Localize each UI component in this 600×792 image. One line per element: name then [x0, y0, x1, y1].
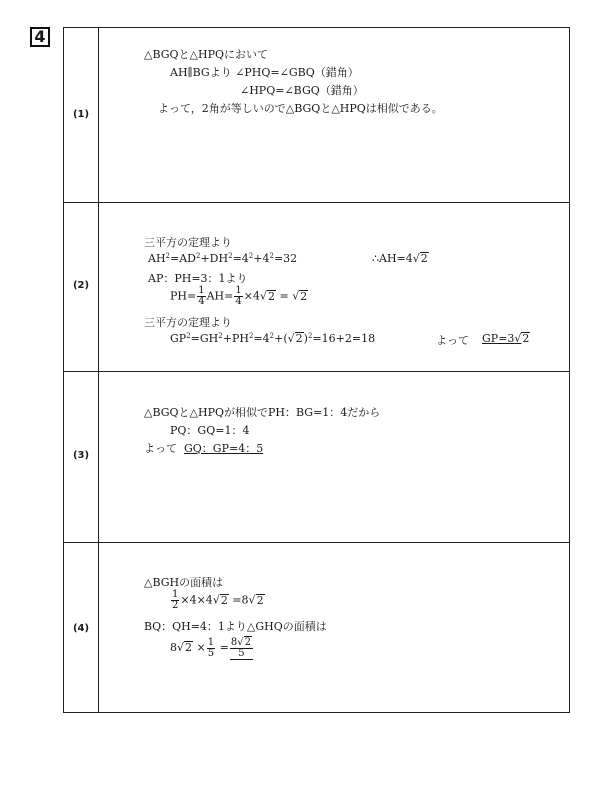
numerator: 1: [198, 285, 205, 296]
text: ×4×4: [180, 593, 213, 607]
radicand: 2: [220, 593, 228, 607]
text: ×: [193, 641, 206, 654]
row-divider: [64, 542, 569, 543]
answer-4-line-2: [170, 590, 265, 611]
radical-sign: √: [259, 289, 267, 303]
exponent: 2: [218, 332, 223, 340]
exponent: 2: [248, 252, 254, 260]
fraction: [207, 638, 215, 659]
radicand: 2: [300, 289, 308, 303]
text: =4: [232, 252, 249, 265]
numerator: 1: [207, 636, 215, 648]
text: =8: [228, 593, 249, 607]
answer-2-line-6: [170, 332, 375, 345]
radicand: 2: [256, 593, 264, 607]
final-answer: GQ：GP=4：5: [184, 442, 264, 455]
question-number-box: [30, 27, 50, 47]
label-column: [64, 28, 99, 712]
text: よって: [144, 442, 177, 455]
text: AH=: [206, 289, 234, 303]
text: =AD: [170, 252, 196, 265]
answer-2-line-3: AP：PH=3：1より: [148, 272, 248, 285]
row-divider: [64, 371, 569, 372]
text: =16+2=18: [312, 332, 376, 345]
text: =4: [253, 332, 270, 345]
radical-sign: √: [212, 593, 220, 607]
answer-3-line-3: [144, 440, 263, 456]
answer-1-line-3: ∠HPQ=∠BGQ（錯角）: [240, 84, 364, 97]
radicand: 2: [185, 641, 193, 654]
row-label-2: (2): [72, 280, 90, 291]
radical-sign: √: [177, 641, 185, 654]
text: ×4: [243, 289, 260, 303]
radicand: 2: [295, 332, 303, 345]
answer-2-line-4: [170, 286, 308, 307]
row-label-1: (1): [72, 109, 90, 120]
answer-1-line-4: よって，2角が等しいので△BGQと△HPQは相似である。: [158, 102, 443, 115]
denominator: 4: [235, 296, 242, 307]
radical-sign: √: [237, 637, 244, 648]
answer-2-line-2: [148, 252, 297, 265]
radicand: 2: [267, 289, 275, 303]
text: =: [275, 289, 293, 303]
exponent: 2: [307, 332, 313, 340]
fraction: [197, 286, 205, 307]
answer-4-line-4: [170, 636, 254, 660]
question-number: 4: [34, 27, 46, 46]
answer-3-line-1: △BGQと△HPQが相似でPH：BG=1：4だから: [144, 406, 381, 419]
text: ): [303, 332, 308, 345]
row-divider: [64, 202, 569, 203]
radical-sign: √: [248, 593, 256, 607]
answer-2-line-1: 三平方の定理より: [144, 236, 232, 249]
exponent: 2: [186, 332, 191, 340]
exponent: 2: [269, 252, 274, 260]
text: AH: [148, 252, 166, 265]
text: =GH: [190, 332, 219, 345]
fraction: [234, 286, 242, 307]
answer-2-final-answer: [482, 332, 530, 345]
exponent: 2: [196, 252, 201, 260]
radical-sign: √: [412, 252, 420, 265]
answer-2-line-5: 三平方の定理より: [144, 316, 232, 329]
text: +(: [274, 332, 288, 345]
text: よって: [436, 334, 469, 347]
denominator: 5: [238, 648, 245, 659]
exponent: 2: [269, 332, 275, 340]
exponent: 2: [248, 332, 254, 340]
text: +4: [253, 252, 270, 265]
final-answer-fraction: [230, 636, 253, 660]
fraction: [171, 590, 179, 611]
radicand: 2: [522, 332, 530, 345]
text: 8: [230, 637, 238, 648]
denominator: 4: [198, 296, 205, 307]
denominator: 5: [207, 647, 215, 659]
radicand: 2: [420, 252, 428, 265]
exponent: 2: [228, 252, 233, 260]
answer-1-line-2: AH∥BGより ∠PHQ=∠GBQ（錯角）: [170, 66, 359, 79]
exponent: 2: [165, 252, 171, 260]
answer-2-conclusion: [436, 332, 469, 348]
text: GP: [170, 332, 187, 345]
answer-3-line-2: PQ：GQ=1：4: [170, 424, 250, 437]
text: PH=: [170, 289, 197, 303]
answer-2-ah-result: [372, 252, 429, 265]
answer-4-line-3: BQ：QH=4：1より△GHQの面積は: [144, 620, 327, 633]
answer-4-line-1: △BGHの面積は: [144, 576, 224, 589]
text: =32: [273, 252, 298, 265]
text: 8: [170, 641, 177, 654]
numerator: 1: [235, 285, 242, 296]
radicand: 2: [244, 637, 251, 648]
radical-sign: √: [292, 289, 300, 303]
radical-sign: √: [287, 332, 295, 345]
numerator: 1: [172, 589, 179, 600]
text: +PH: [222, 332, 249, 345]
row-label-3: (3): [72, 450, 90, 461]
text: ∴AH=4: [372, 252, 413, 265]
text: GP=3: [482, 332, 515, 345]
denominator: 2: [172, 600, 179, 611]
text: =: [216, 641, 229, 654]
radical-sign: √: [514, 332, 522, 345]
row-label-4: (4): [72, 623, 90, 634]
text: +DH: [200, 252, 229, 265]
answer-1-line-1: △BGQと△HPQにおいて: [144, 48, 269, 61]
answer-table: [63, 27, 570, 713]
